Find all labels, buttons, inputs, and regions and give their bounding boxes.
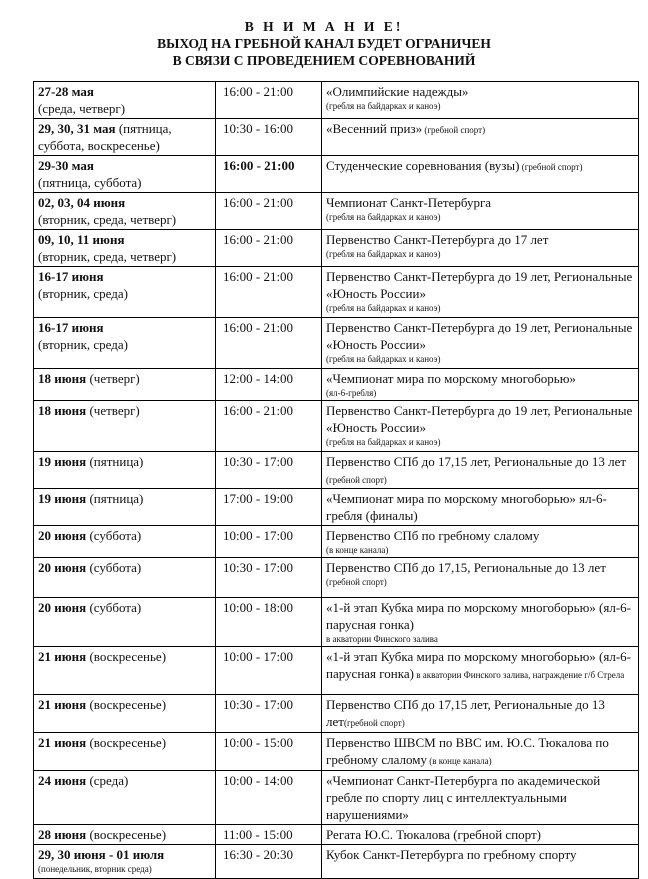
- event-cell: [322, 369, 639, 401]
- event-cell: [322, 647, 639, 695]
- event-text: Регата Ю.С. Тюкалова (гребной спорт): [326, 827, 541, 842]
- time-cell: 16:00 - 21:00: [216, 156, 322, 193]
- event-cell: [322, 771, 639, 825]
- date-text: 16-17 июня: [38, 320, 104, 335]
- days-text: (четверг): [86, 403, 140, 418]
- days-text: (вторник, среда, четверг): [38, 212, 177, 227]
- days-text: (среда): [86, 773, 129, 788]
- event-cell: [322, 318, 639, 369]
- event-text: «1-й этап Кубка мира по морскому многоборью» (ял-6-парусная гонка): [326, 600, 631, 632]
- date-cell: [34, 526, 216, 558]
- event-note: в акватории Финского залива, награждение г/б Стрела: [413, 670, 625, 680]
- date-text: 18 июня: [38, 403, 87, 418]
- days-text: (пятница): [86, 454, 144, 469]
- date-cell: [34, 695, 216, 733]
- time-cell: 10:30 - 16:00: [216, 119, 322, 156]
- table-row: [34, 369, 639, 401]
- table-row: [34, 193, 639, 230]
- event-cell: [322, 825, 639, 845]
- date-text: 29-30 мая: [38, 158, 94, 173]
- date-text: 20 июня: [38, 560, 87, 575]
- date-text: 09, 10, 11 июня: [38, 232, 125, 247]
- notice-subtitle-2: В СВЯЗИ С ПРОВЕДЕНИЕМ СОРЕВНОВАНИЙ: [172, 53, 476, 68]
- event-note: (гребля на байдарках и каноэ): [326, 354, 441, 364]
- days-text: (воскресенье): [86, 735, 167, 750]
- date-text: 21 июня: [38, 649, 87, 664]
- event-cell: [322, 526, 639, 558]
- event-note: (гребной спорт): [326, 475, 387, 485]
- table-row: [34, 526, 639, 558]
- date-cell: [34, 82, 216, 119]
- time-cell: 10:00 - 17:00: [216, 647, 322, 695]
- date-cell: [34, 733, 216, 771]
- time-cell: 16:00 - 21:00: [216, 82, 322, 119]
- days-text: (вторник, среда, четверг): [38, 249, 177, 264]
- event-cell: [322, 558, 639, 598]
- date-text: 19 июня: [38, 454, 87, 469]
- days-text: (вторник, среда): [38, 337, 128, 352]
- event-cell: [322, 695, 639, 733]
- time-cell: 16:00 - 21:00: [216, 318, 322, 369]
- table-row: [34, 318, 639, 369]
- date-cell: [34, 647, 216, 695]
- time-cell: 16:30 - 20:30: [216, 845, 322, 879]
- date-cell: [34, 598, 216, 647]
- date-cell: [34, 267, 216, 318]
- time-cell: 17:00 - 19:00: [216, 489, 322, 526]
- event-text: Первенство Санкт-Петербурга до 17 лет: [326, 232, 549, 247]
- event-note: (гребля на байдарках и каноэ): [326, 303, 441, 313]
- time-cell: 10:00 - 14:00: [216, 771, 322, 825]
- days-text: (суббота): [86, 600, 142, 615]
- time-cell: 16:00 - 21:00: [216, 230, 322, 267]
- table-row: [34, 156, 639, 193]
- event-note: (гребля на байдарках и каноэ): [326, 437, 441, 447]
- time-cell: 16:00 - 21:00: [216, 193, 322, 230]
- date-cell: [34, 369, 216, 401]
- table-row: [34, 558, 639, 598]
- notice-header: [0, 18, 648, 69]
- date-text: 20 июня: [38, 600, 87, 615]
- days-text: (суббота): [86, 528, 142, 543]
- event-note: (гребной спорт): [422, 125, 486, 135]
- time-cell: 11:00 - 15:00: [216, 825, 322, 845]
- time-cell: 10:00 - 18:00: [216, 598, 322, 647]
- event-text: Кубок Санкт-Петербурга по гребному спорту: [326, 847, 577, 862]
- event-text: «Олимпийские надежды»: [326, 84, 469, 99]
- event-cell: [322, 598, 639, 647]
- event-cell: [322, 119, 639, 156]
- date-text: 27-28 мая: [38, 84, 94, 99]
- days-text: (воскресенье): [86, 649, 167, 664]
- date-cell: [34, 489, 216, 526]
- date-cell: [34, 825, 216, 845]
- date-text: 02, 03, 04 июня: [38, 195, 126, 210]
- event-text: Студенческие соревнования (вузы): [326, 158, 520, 173]
- date-cell: [34, 193, 216, 230]
- event-cell: [322, 489, 639, 526]
- event-text: «Чемпионат Санкт-Петербурга по академической гребле по спорту лиц с интеллектуальными нарушениями»: [326, 773, 601, 822]
- days-text: (четверг): [86, 371, 140, 386]
- date-text: 24 июня: [38, 773, 87, 788]
- days-text: (пятница, суббота, воскресенье): [38, 121, 172, 153]
- event-text: Первенство СПб до 17,15, Региональные до 13 лет: [326, 560, 606, 575]
- table-row: [34, 598, 639, 647]
- event-cell: [322, 845, 639, 879]
- event-note: в акватории Финского залива: [326, 634, 438, 644]
- date-text: 18 июня: [38, 371, 87, 386]
- event-text: Чемпионат Санкт-Петербурга: [326, 195, 492, 210]
- event-cell: [322, 733, 639, 771]
- date-text: 19 июня: [38, 491, 87, 506]
- event-cell: [322, 452, 639, 489]
- date-cell: [34, 452, 216, 489]
- table-row: [34, 452, 639, 489]
- table-row: [34, 647, 639, 695]
- event-note: (гребной спорт): [326, 577, 387, 587]
- date-text: 29, 30, 31 мая: [38, 121, 116, 136]
- date-text: 29, 30 июня - 01 июля: [38, 847, 165, 862]
- event-cell: [322, 267, 639, 318]
- notice-title: В Н И М А Н И Е!: [244, 19, 404, 34]
- event-cell: [322, 401, 639, 452]
- date-cell: [34, 771, 216, 825]
- event-text: «Чемпионат мира по морскому многоборью»: [326, 371, 576, 386]
- event-cell: [322, 193, 639, 230]
- table-row: [34, 401, 639, 452]
- days-text: (суббота): [86, 560, 142, 575]
- schedule-table: [33, 81, 639, 879]
- event-note: (гребной спорт): [343, 718, 405, 728]
- table-row: [34, 733, 639, 771]
- notice-subtitle-1: ВЫХОД НА ГРЕБНОЙ КАНАЛ БУДЕТ ОГРАНИЧЕН: [157, 36, 491, 51]
- event-text: Первенство Санкт-Петербурга до 19 лет, Региональные «Юность России»: [326, 320, 633, 352]
- event-text: Первенство СПб по гребному слалому: [326, 528, 540, 543]
- event-note: (в конце канала): [326, 545, 389, 555]
- date-text: 20 июня: [38, 528, 87, 543]
- event-text: Первенство СПб до 17,15 лет, Региональные до 13 лет: [326, 697, 605, 729]
- event-cell: [322, 156, 639, 193]
- event-note: (ял-6-гребля): [326, 388, 377, 398]
- event-text: «Весенний приз»: [326, 121, 423, 136]
- date-cell: [34, 401, 216, 452]
- date-text: 16-17 июня: [38, 269, 104, 284]
- date-cell: [34, 845, 216, 879]
- event-cell: [322, 82, 639, 119]
- table-row: [34, 230, 639, 267]
- time-cell: 10:30 - 17:00: [216, 695, 322, 733]
- event-note: (в конце канала): [427, 756, 492, 766]
- event-text: «Чемпионат мира по морскому многоборью» ял-6-гребля (финалы): [326, 491, 607, 523]
- table-row: [34, 489, 639, 526]
- date-text: 21 июня: [38, 735, 87, 750]
- table-row: [34, 267, 639, 318]
- time-cell: 12:00 - 14:00: [216, 369, 322, 401]
- event-text: Первенство Санкт-Петербурга до 19 лет, Региональные «Юность России»: [326, 269, 633, 301]
- time-cell: 10:30 - 17:00: [216, 558, 322, 598]
- time-cell: 10:30 - 17:00: [216, 452, 322, 489]
- days-text: (воскресенье): [86, 827, 167, 842]
- event-note: (гребной спорт): [519, 162, 583, 172]
- table-row: [34, 825, 639, 845]
- event-note: (гребля на байдарках и каноэ): [326, 249, 441, 259]
- date-cell: [34, 119, 216, 156]
- days-text: (среда, четверг): [38, 101, 126, 116]
- event-text: «1-й этап Кубка мира по морскому многоборью» (ял-6-парусная гонка): [326, 649, 631, 681]
- time-cell: 16:00 - 21:00: [216, 267, 322, 318]
- date-text: 28 июня: [38, 827, 87, 842]
- time-cell: 10:00 - 17:00: [216, 526, 322, 558]
- days-text: (пятница): [86, 491, 144, 506]
- event-text: Первенство СПб до 17,15 лет, Региональные до 13 лет: [326, 454, 627, 469]
- table-row: [34, 845, 639, 879]
- date-text: 21 июня: [38, 697, 87, 712]
- table-row: [34, 119, 639, 156]
- date-cell: [34, 230, 216, 267]
- table-row: [34, 82, 639, 119]
- time-cell: 16:00 - 21:00: [216, 401, 322, 452]
- event-note: (гребля на байдарках и каноэ): [326, 212, 441, 222]
- event-note: (гребля на байдарках и каноэ): [326, 101, 441, 111]
- date-cell: [34, 558, 216, 598]
- table-row: [34, 695, 639, 733]
- event-cell: [322, 230, 639, 267]
- event-text: Первенство Санкт-Петербурга до 19 лет, Региональные «Юность России»: [326, 403, 633, 435]
- days-text: (вторник, среда): [38, 286, 128, 301]
- date-cell: [34, 318, 216, 369]
- table-row: [34, 771, 639, 825]
- days-text: (пятница, суббота): [38, 175, 142, 190]
- days-text: (понедельник, вторник среда): [38, 864, 152, 874]
- event-text: Первенство ШВСМ по ВВС им. Ю.С. Тюкалова по гребному слалому: [326, 735, 609, 767]
- days-text: (воскресенье): [86, 697, 167, 712]
- date-cell: [34, 156, 216, 193]
- time-cell: 10:00 - 15:00: [216, 733, 322, 771]
